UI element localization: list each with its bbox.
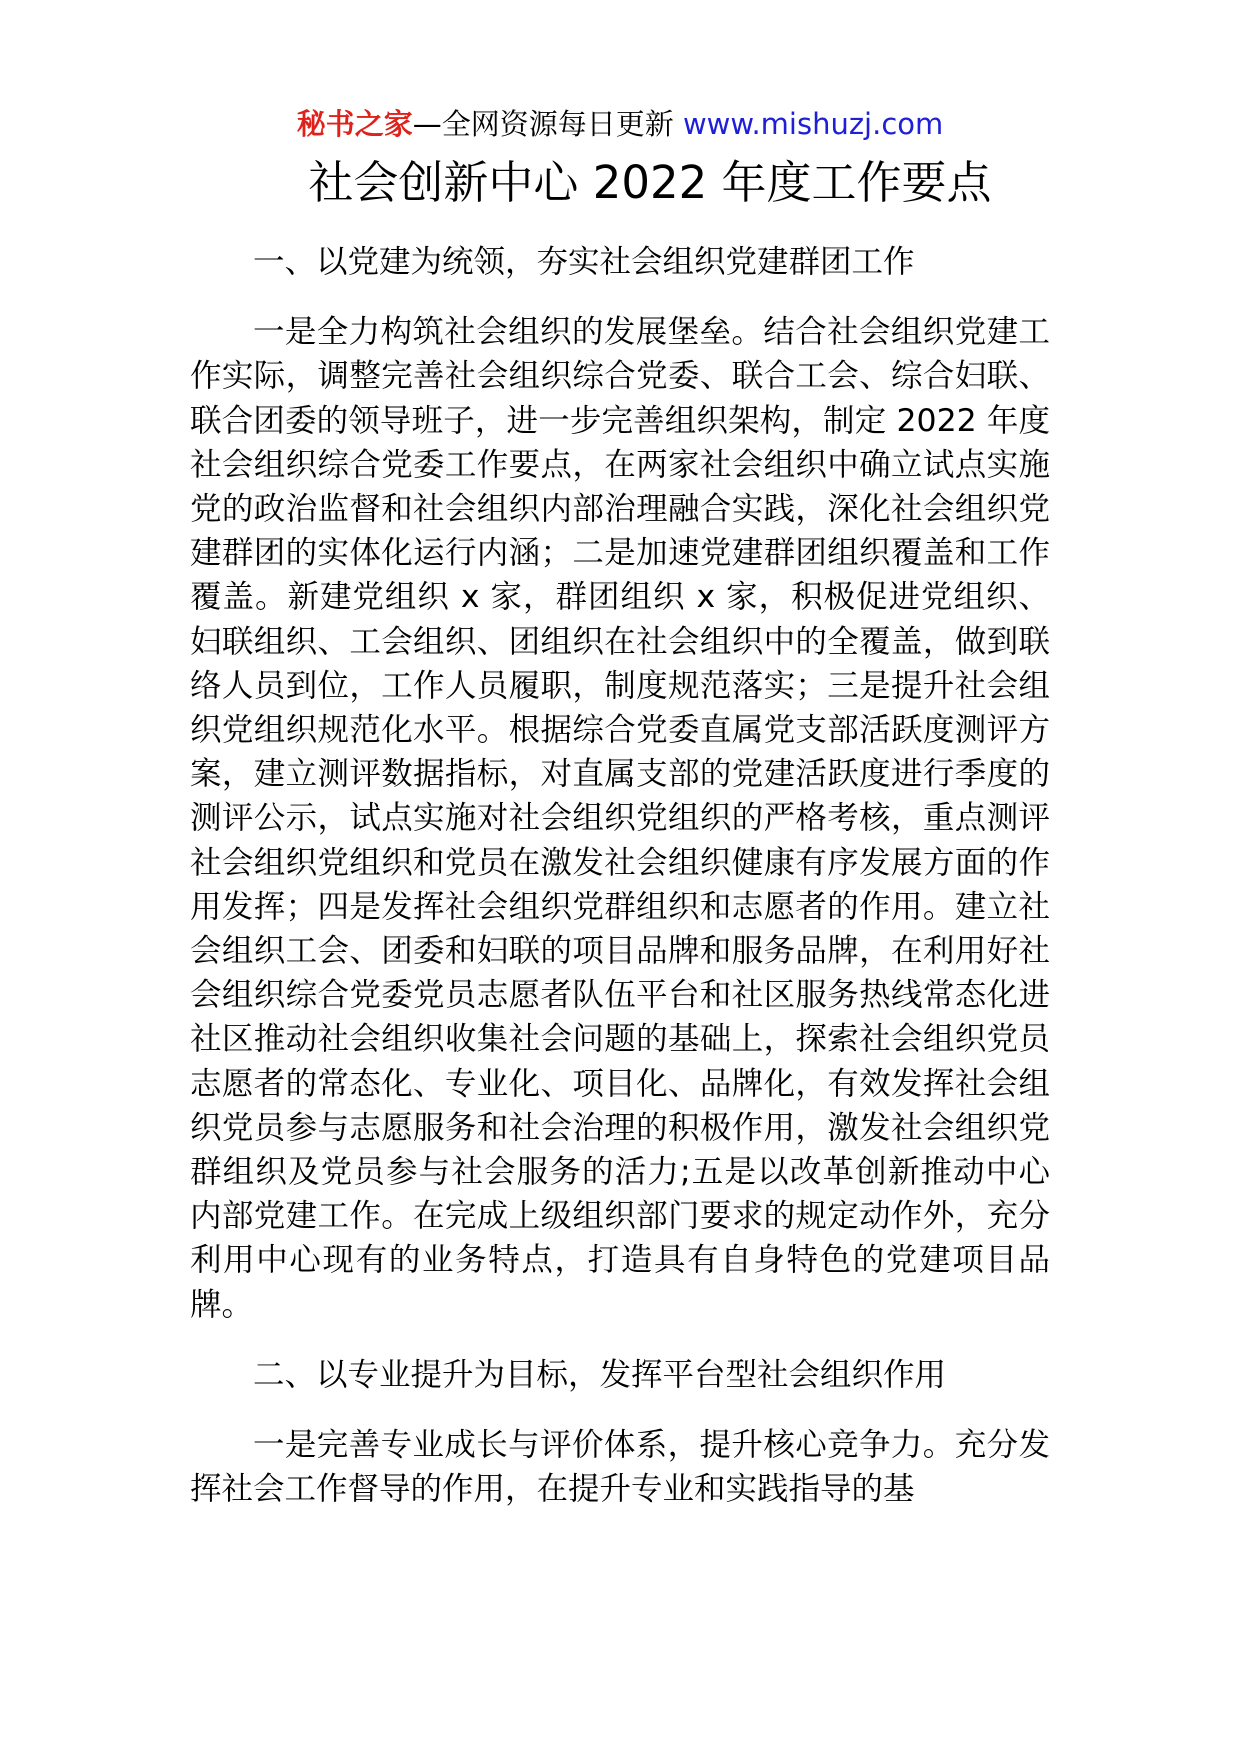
section-1-paragraph: 一是全力构筑社会组织的发展堡垒。结合社会组织党建工作实际，调整完善社会组织综合党委、联合工会、综合妇联、联合团委的领导班子，进一步完善组织架构，制定 2022 年度社会组织综合党委工作要点，在两家社会组织中确立试点实施党的政治监督和社会组织内部治理融合实践，深化社会组织党建群团的实体化运行内涵；二是加速党建群团组织覆盖和工作覆盖。新建党组织 x 家，群团组织 x 家，积极促进党组织、妇联组织、工会组织、团组织在社会组织中的全覆盖，做到联络人员到位，工作人员履职，制度规范落实；三是提升社会组织党组织规范化水平。根据综合党委直属党支部活跃度测评方案，建立测评数据指标，对直属支部的党建活跃度进行季度的测评公示，试点实施对社会组织党组织的严格考核，重点测评社会组织党组织和党员在激发社会组织健康有序发展方面的作用发挥；四是发挥社会组织党群组织和志愿者的作用。建立社会组织工会、团委和妇联的项目品牌和服务品牌，在利用好社会组织综合党委党员志愿者队伍平台和社区服务热线常态化进社区推动社会组织收集社会问题的基础上，探索社会组织党员志愿者的常态化、专业化、项目化、品牌化，有效发挥社会组织党员参与志愿服务和社会治理的积极作用，激发社会组织党群组织及党员参与社会服务的活力;五是以改革创新推动中心内部党建工作。在完成上级组织部门要求的规定动作外，充分利用中心现有的业务特点，打造具有自身特色的党建项目品牌。 [190,314,1050,1323]
site-header [0,102,1240,146]
section-2-paragraph: 一是完善专业成长与评价体系，提升核心竞争力。充分发挥社会工作督导的作用，在提升专业和实践指导的基 [190,1427,1050,1508]
header-tagline: —全网资源每日更新 [412,107,683,141]
section-2-heading: 二、以专业提升为目标，发挥平台型社会组织作用 [253,1356,947,1393]
site-url[interactable]: www.mishuzj.com [682,107,944,141]
section-1-heading: 一、以党建为统领，夯实社会组织党建群团工作 [253,244,915,280]
document-body [190,240,1050,1511]
document-title: 社会创新中心 2022 年度工作要点 [308,156,992,209]
brand-name: 秘书之家 [296,107,413,141]
